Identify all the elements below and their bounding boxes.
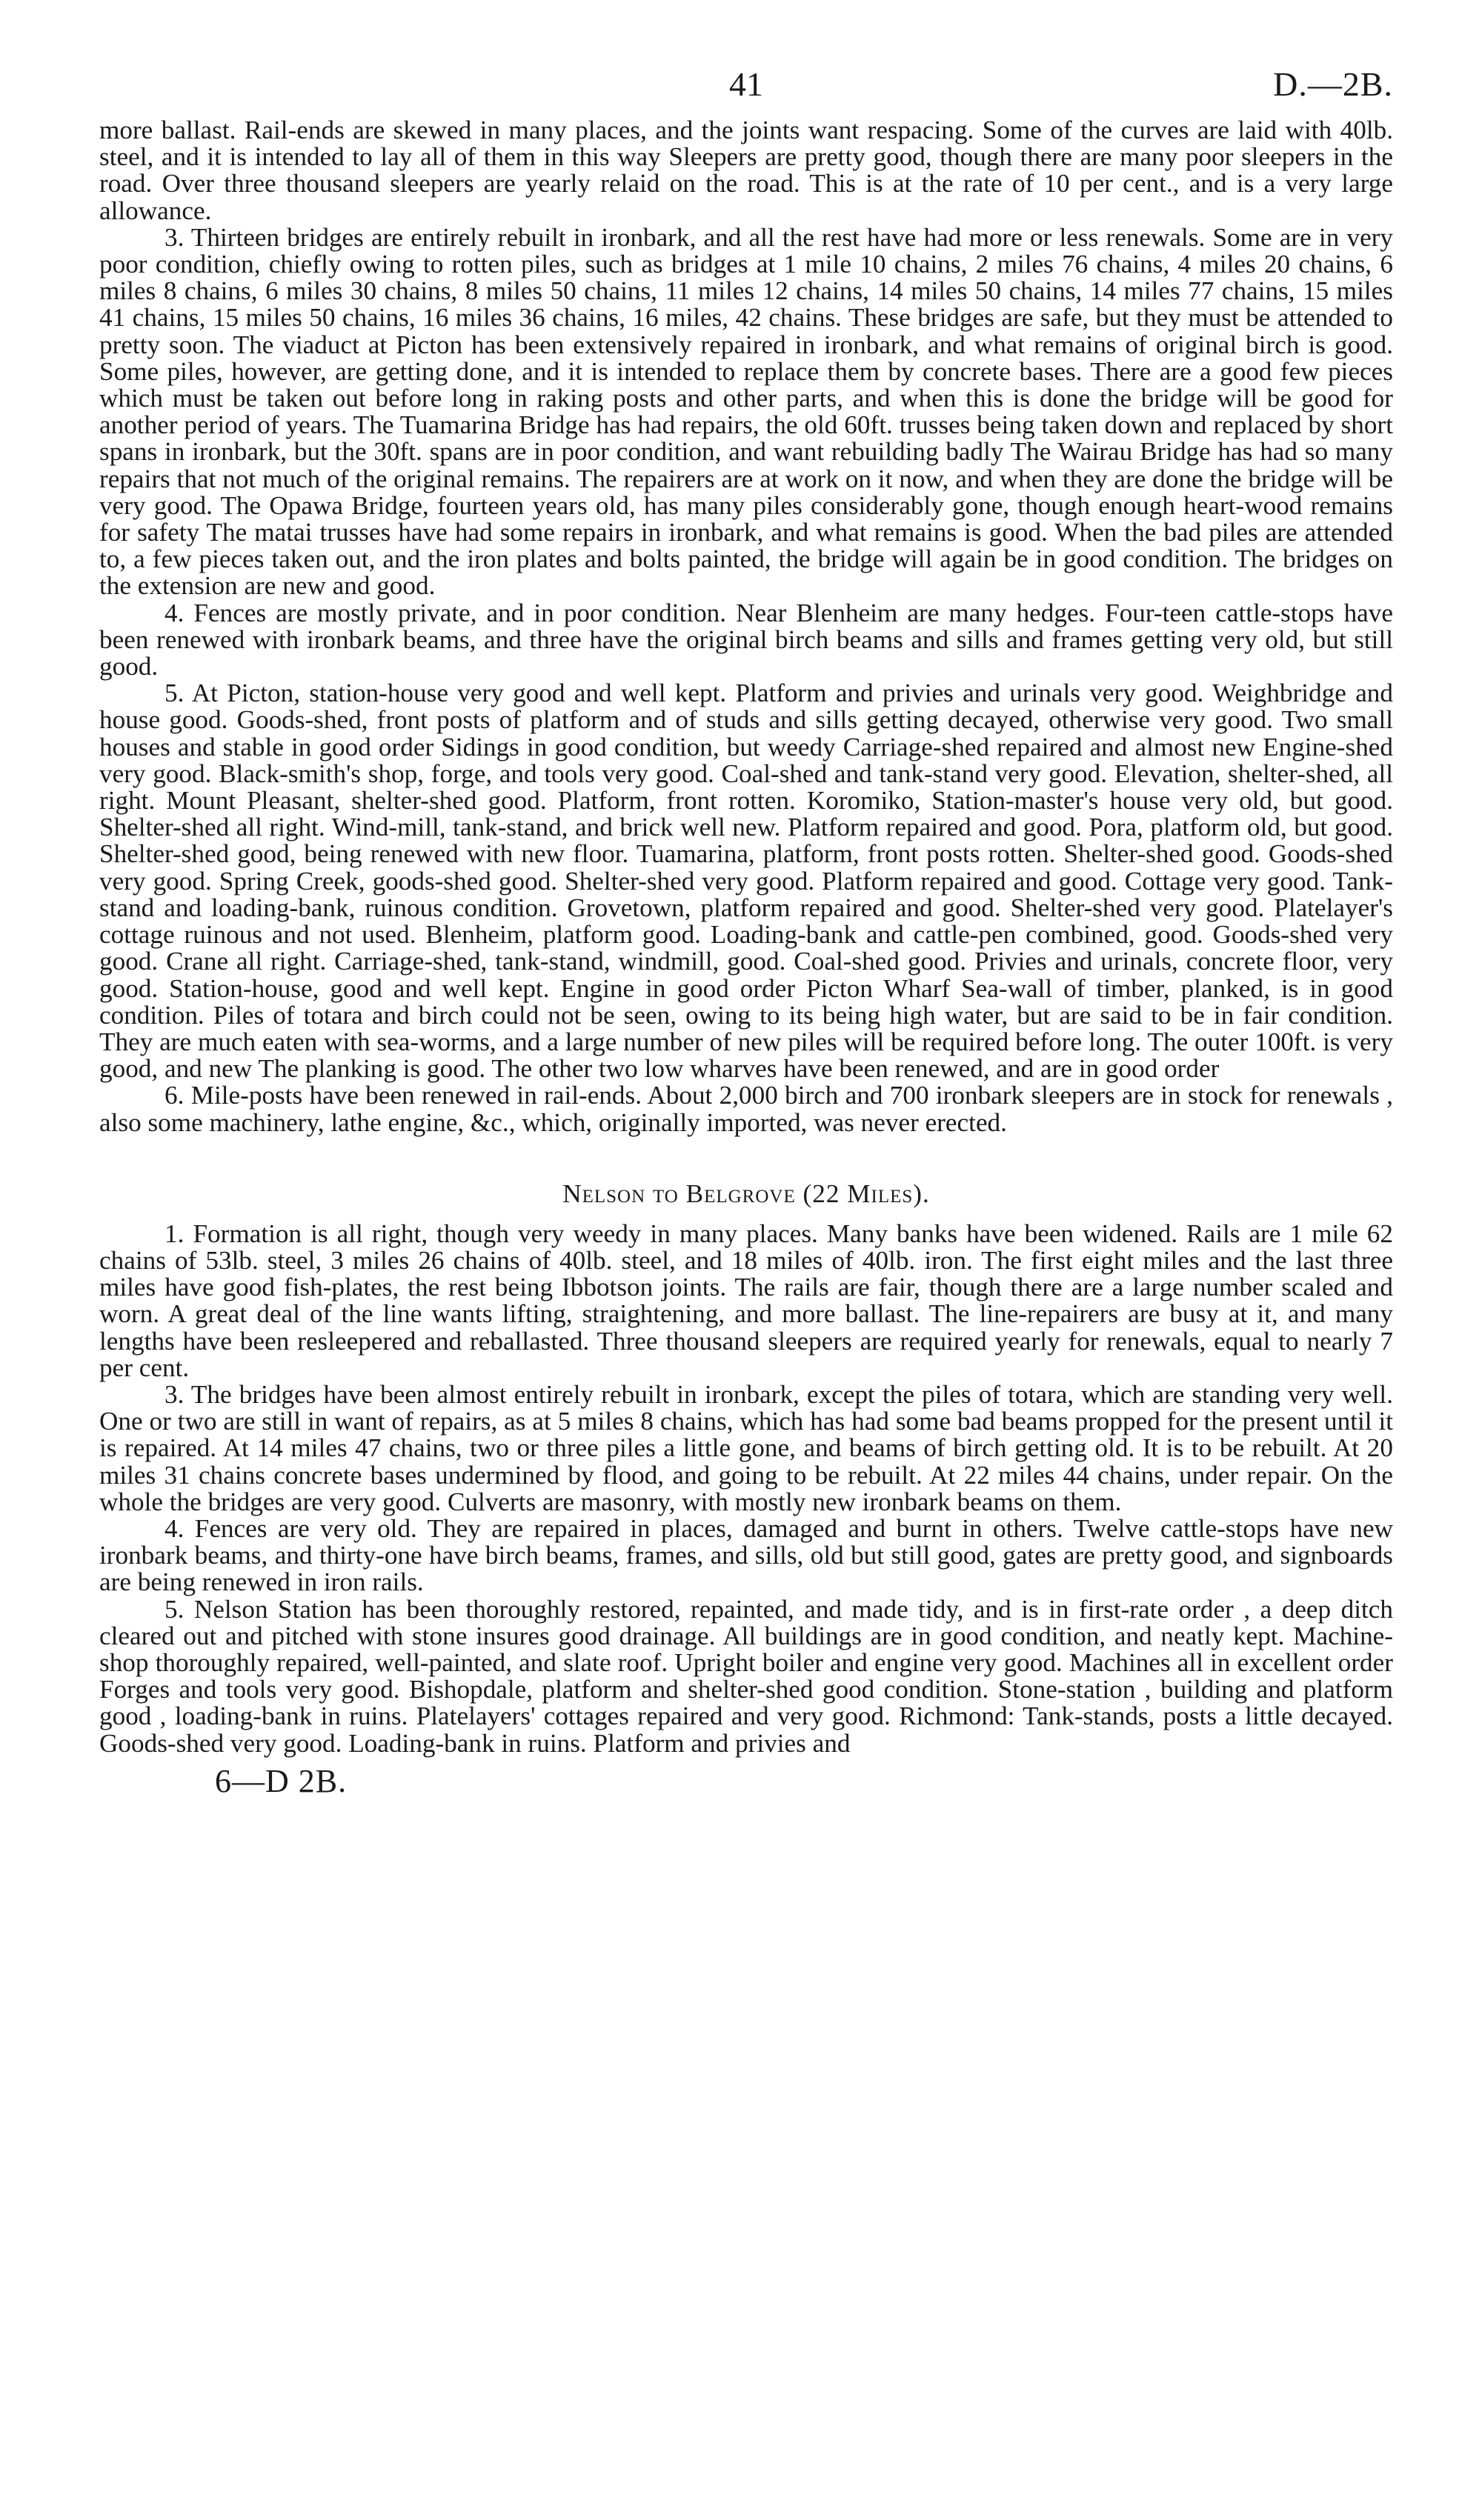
page-header bbox=[99, 62, 1393, 117]
paragraph: 4. Fences are very old. They are repaired in places, damaged and burnt in others. Twelve cattle-stops have new ironbark beams, and thirty-one have birch beams, frames, and sills, old but still good, gates are pretty good, and signboards are being renewed in iron rails. bbox=[99, 1513, 1393, 1597]
section-nelson-belgrove bbox=[99, 1221, 1393, 1757]
paragraph: 4. Fences are mostly private, and in poor condition. Near Blenheim are many hedges. Four-teen cattle-stops have been renewed with ironbark beams, and three have the original birch beams and sills and frames getting very old, but still good. bbox=[99, 598, 1393, 681]
paragraph: 5. At Picton, station-house very good and well kept. Platform and privies and urinals very good. Weighbridge and house good. Goods-shed, front posts of platform and of studs and sills getting decayed, otherwise very good. Two small houses and stable in good order Sidings in good condition, but weedy Carriage-shed repaired and almost new Engine-shed very good. Black-smith's shop, forge, and tools very good. Coal-shed and tank-stand very good. Elevation, shelter-shed, all right. Mount Pleasant, shelter-shed good. Platform, front rotten. Koromiko, Station-master's house very old, but good. Shelter-shed all right. Wind-mill, tank-stand, and brick well new. Platform repaired and good. Pora, platform old, but good. Shelter-shed good, being renewed with new floor. Tuamarina, platform, front posts rotten. Shelter-shed good. Goods-shed very good. Spring Creek, goods-shed good. Shelter-shed very good. Platform repaired and good. Cottage very good. Tank-stand and loading-bank, ruinous condition. Grovetown, platform repaired and good. Shelter-shed very good. Platelayer's cottage ruinous and not used. Blenheim, platform good. Loading-bank and cattle-pen combined, good. Goods-shed very good. Crane all right. Carriage-shed, tank-stand, windmill, good. Coal-shed good. Privies and urinals, concrete floor, very good. Station-house, good and well kept. Engine in good order Picton Wharf Sea-wall of timber, planked, is in good condition. Piles of totara and birch could not be seen, owing to its being high water, but are said to be in fair condition. They are much eaten with sea-worms, and a large number of new piles will be required before long. The outer 100ft. is very good, and new The planking is good. The other two low wharves have been renewed, and are in good order bbox=[99, 679, 1393, 1084]
section-picton-blenheim bbox=[99, 117, 1393, 1136]
printer-signature: 6—D 2B. bbox=[215, 1762, 348, 1799]
document-page bbox=[99, 62, 1393, 1800]
paragraph: 5. Nelson Station has been thoroughly restored, repainted, and made tidy, and is in first-rate order , a deep ditch cleared out and pitched with stone insures good drainage. All buildings are in good condition, and neatly kept. Machine-shop thoroughly repaired, well-painted, and slate roof. Upright boiler and engine very good. Machines all in excellent order Forges and tools very good. Bishopdale, platform and shelter-shed good condition. Stone-station , building and platform good , loading-bank in ruins. Platelayers' cottages repaired and very good. Richmond: Tank-stands, posts a little decayed. Goods-shed very good. Loading-bank in ruins. Platform and privies and bbox=[99, 1594, 1393, 1758]
paragraph: 3. The bridges have been almost entirely rebuilt in ironbark, except the piles of totara, which are standing very well. One or two are still in want of repairs, as at 5 miles 8 chains, which has had some bad beams propped for the present until it is repaired. At 14 miles 47 chains, two or three piles a little gone, and beams of birch getting old. It is to be rebuilt. At 20 miles 31 chains concrete bases undermined by flood, and going to be rebuilt. At 22 miles 44 chains, under repair. On the whole the bridges are very good. Culverts are masonry, with mostly new ironbark beams on them. bbox=[99, 1379, 1393, 1516]
paragraph: 3. Thirteen bridges are entirely rebuilt in ironbark, and all the rest have had more or less renewals. Some are in very poor condition, chiefly owing to rotten piles, such as bridges at 1 mile 10 chains, 2 miles 76 chains, 4 miles 20 chains, 6 miles 8 chains, 6 miles 30 chains, 8 miles 50 chains, 11 miles 12 chains, 14 miles 50 chains, 14 miles 77 chains, 15 miles 41 chains, 15 miles 50 chains, 16 miles 36 chains, 16 miles, 42 chains. These bridges are safe, but they must be attended to pretty soon. The viaduct at Picton has been extensively repaired in ironbark, and what remains of original birch is good. Some piles, however, are getting done, and it is intended to replace them by concrete bases. There are a good few pieces which must be taken out before long in raking posts and other parts, and when this is done the bridge will be good for another period of years. The Tuamarina Bridge has had repairs, the old 60ft. trusses being taken down and replaced by short spans in ironbark, but the 30ft. spans are in poor condition, and want rebuilding badly The Wairau Bridge has had so many repairs that not much of the original remains. The repairers are at work on it now, and when they are done the bridge will be very good. The Opawa Bridge, fourteen years old, has many piles considerably gone, though enough heart-wood remains for safety The matai trusses have had some repairs in ironbark, and what remains is good. When the bad piles are attended to, a few pieces taken out, and the iron plates and bolts painted, the bridge will again be in good condition. The bridges on the extension are new and good. bbox=[99, 222, 1393, 601]
document-reference: D.—2B. bbox=[1273, 65, 1393, 103]
section-heading: Nelson to Belgrove (22 Miles). bbox=[562, 1179, 930, 1208]
paragraph: 6. Mile-posts have been renewed in rail-ends. About 2,000 birch and 700 ironbark sleepers are in stock for renewals , also some machinery, lathe engine, &c., which, originally imported, was never erected. bbox=[99, 1081, 1393, 1137]
page-number: 41 bbox=[729, 65, 763, 103]
paragraph: more ballast. Rail-ends are skewed in many places, and the joints want respacing. Some of the curves are laid with 40lb. steel, and it is intended to lay all of them in this way Sleepers are pretty good, though there are many poor sleepers in the road. Over three thousand sleepers are yearly relaid on the road. This is at the rate of 10 per cent., and is a very large allowance. bbox=[99, 116, 1393, 225]
paragraph: 1. Formation is all right, though very weedy in many places. Many banks have been widened. Rails are 1 mile 62 chains of 53lb. steel, 3 miles 26 chains of 40lb. steel, and 18 miles of 40lb. iron. The first eight miles and the last three miles have good fish-plates, the rest being Ibbotson joints. The rails are fair, though there are a large number scaled and worn. A great deal of the line wants lifting, straightening, and more ballast. The line-repairers are busy at it, and many lengths have been resleepered and reballasted. Three thousand sleepers are required yearly for renewals, equal to nearly 7 per cent. bbox=[99, 1219, 1393, 1382]
